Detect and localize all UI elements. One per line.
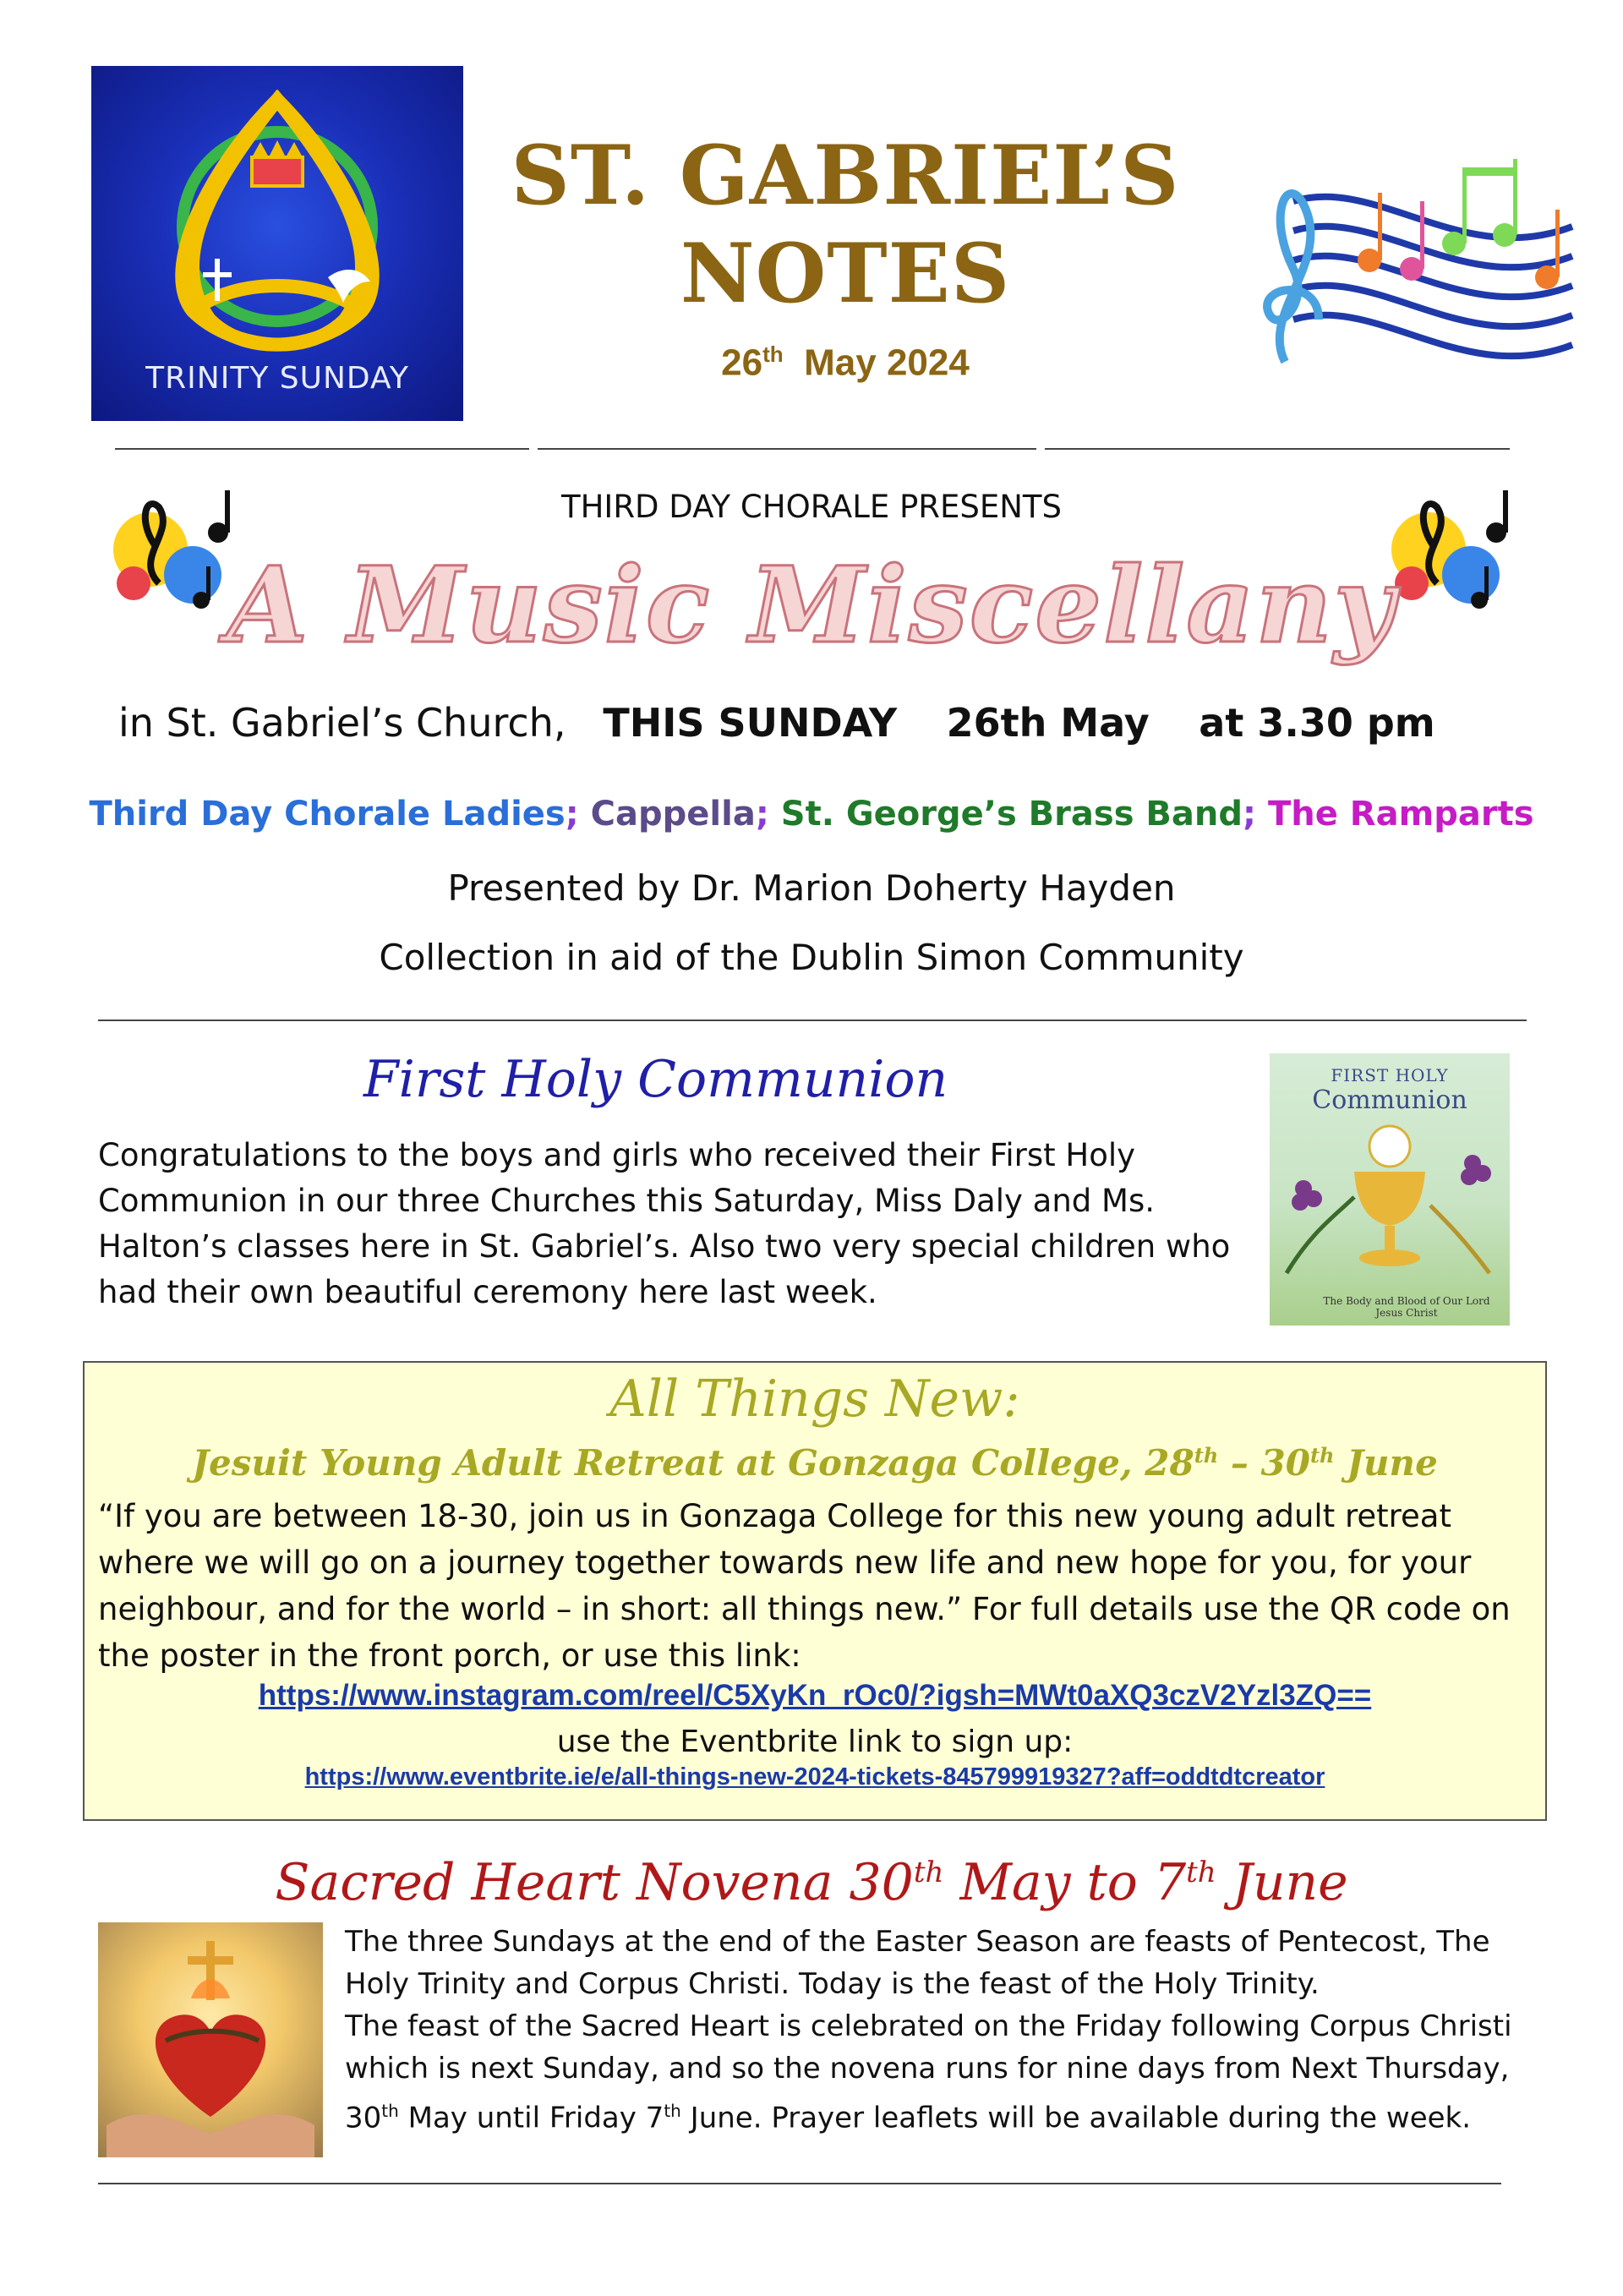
date-suffix: th [762,342,784,367]
performer: St. George’s Brass Band [780,795,1243,834]
separator: ; [1243,795,1257,834]
performer: Third Day Chorale Ladies [89,795,566,834]
retreat-date-range: – 30 [1218,1442,1310,1484]
concert-presents: THIRD DAY CHORALE PRESENTS [560,489,1063,525]
divider-after-concert [98,1020,1527,1021]
concert-when: THIS SUNDAY [603,700,898,746]
divider-top-center [538,448,1036,450]
logo-caption: TRINITY SUNDAY [145,361,409,396]
collection-note: Collection in aid of the Dublin Simon Community [379,937,1244,978]
performer: Cappella [590,795,756,834]
retreat-date-suffix-2: th [1309,1443,1335,1468]
concert-title: A Music Miscellany [227,544,1396,667]
novena-text-1: The feast of the Sacred Heart is celebrated on the Friday following Corpus Christi which is next Sunday, and so the novena runs for nine days from Next Thursday, 30 [345,2009,1512,2135]
retreat-date-suffix-1: th [1194,1443,1219,1468]
trinity-sunday-logo [91,66,463,421]
sacred-heart-paragraph-2 [345,2005,1545,2139]
signup-text: use the Eventbrite link to sign up: [556,1725,1074,1759]
issue-date [473,342,1217,385]
retreat-month: June [1334,1442,1438,1484]
title-line-1: ST. GABRIEL’S [511,128,1180,223]
communion-image-caption: The Body and Blood of Our Lord Jesus Christ [1323,1295,1490,1319]
treble-clef-notes-icon [1243,142,1581,396]
date-day: 26 [721,342,763,384]
sacred-heart-heading [0,1853,1623,1912]
communion-image-title-line-2: Communion [1312,1085,1467,1115]
novena-suffix-2: th [664,2101,681,2121]
sacred-heart-paragraph-1: The three Sundays at the end of the Easter Season are feasts of Pentecost, The Holy Trinity and Corpus Christi. Today is the feast of the Holy Trinity. [345,1925,1490,2001]
divider-top-right [1045,448,1510,450]
sacred-heart-heading-suffix-2: th [1186,1856,1216,1889]
instagram-link[interactable]: https://www.instagram.com/reel/C5XyKn_rOc0/?igsh=MWt0aXQ3czV2Yzl3ZQ== [258,1679,1372,1712]
communion-heading: First Holy Communion [363,1050,948,1109]
performer: The Ramparts [1267,795,1534,834]
concert-time: at 3.30 pm [1199,700,1435,746]
sacred-heart-image [98,1922,323,2157]
sacred-heart-heading-part-1: Sacred Heart Novena 30 [275,1853,914,1912]
title-line-2: NOTES [680,226,1011,321]
concert-details [118,700,1555,746]
divider-top-left [115,448,529,450]
sacred-heart-heading-part-2: May to 7 [943,1853,1187,1912]
performers-list [0,795,1623,834]
all-things-new-heading: All Things New: [609,1369,1020,1429]
music-staff-art [1243,142,1581,396]
presented-by: Presented by Dr. Marion Doherty Hayden [447,867,1176,909]
date-rest: May 2024 [804,342,970,384]
separator: ; [565,795,579,834]
sacred-heart-icon [98,1922,323,2157]
novena-text-2: May until Friday 7 [398,2101,664,2135]
novena-text-3: June. Prayer leaflets will be available during the week. [680,2101,1472,2135]
sacred-heart-heading-part-3: June [1216,1853,1348,1912]
novena-suffix-1: th [381,2101,399,2121]
retreat-body: “If you are between 18-30, join us in Gonzaga College for this new young adult retreat where we will go on a journey together towards new life and new hope for you, for your neighbour, and for the world – in short: all things new.” For full details use the QR code on the poster in the front porch, or use this link: [98,1498,1511,1674]
divider-bottom [98,2183,1501,2184]
newsletter-title [473,127,1217,323]
concert-location: in St. Gabriel’s Church, [118,700,566,746]
retreat-subheading [83,1442,1547,1484]
concert-date: 26th May [946,700,1150,746]
separator: ; [755,795,769,834]
eventbrite-link[interactable]: https://www.eventbrite.ie/e/all-things-new-2024-tickets-845799919327?aff=oddtdtcreator [304,1763,1325,1790]
chalice-icon [1270,1121,1510,1282]
sacred-heart-heading-suffix-1: th [913,1856,944,1889]
communion-image-title-line-1: FIRST HOLY [1331,1065,1449,1085]
communion-body: Congratulations to the boys and girls who received their First Holy Communion in our three Churches this Saturday, Miss Daly and Ms. Halton’s classes here in St. Gabriel’s. Also two very special children who had their own beautiful ceremony here last week. [98,1137,1231,1310]
retreat-title: Jesuit Young Adult Retreat at Gonzaga College, 28 [192,1442,1194,1484]
communion-image [1270,1053,1510,1326]
sacred-heart-body [345,1921,1545,2139]
